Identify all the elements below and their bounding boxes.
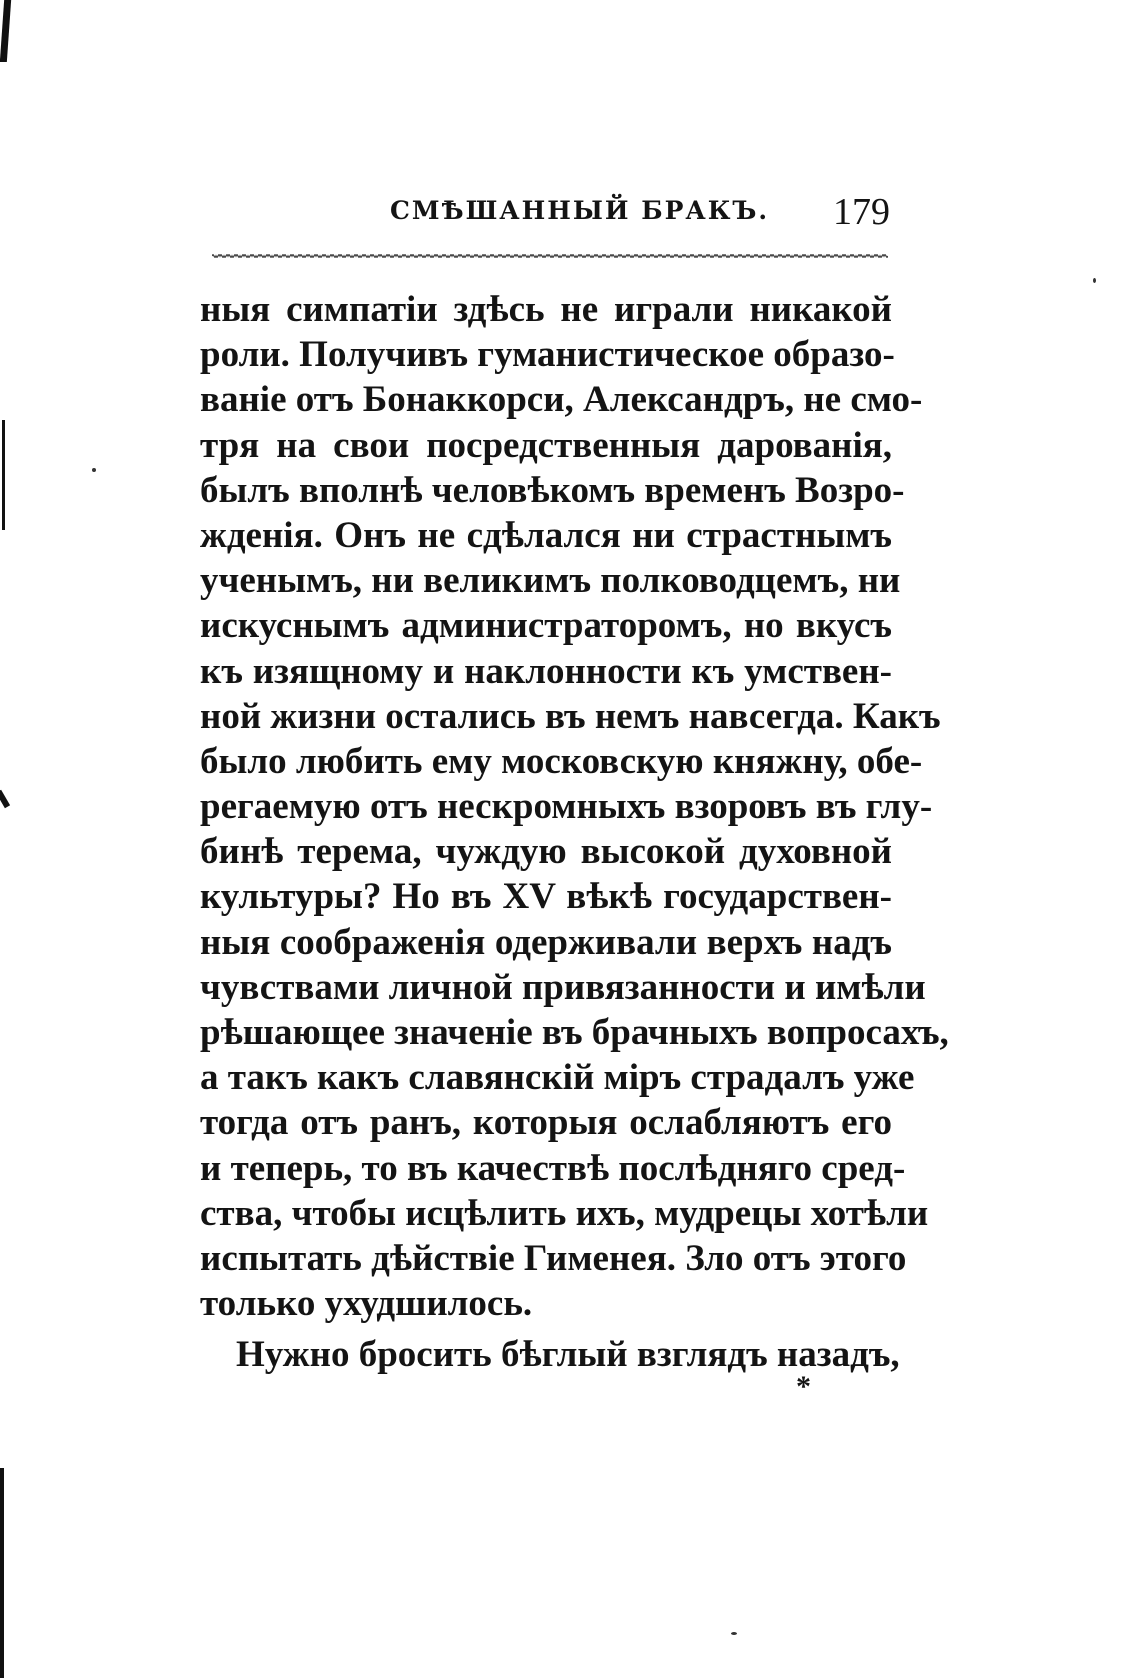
body-text: [200, 287, 949, 1378]
text-line: и теперь, то въ качествѣ послѣдняго сред-: [200, 1147, 906, 1189]
text-line: бинѣ терема, чуждую высокой духовной: [200, 831, 892, 873]
scan-edge-mark: [0, 1468, 4, 1678]
running-header: [200, 191, 890, 236]
scan-edge-mark: [0, 790, 10, 809]
scan-edge-mark: [0, 0, 11, 62]
text-line: къ изящному и наклонности къ умствен-: [200, 650, 892, 692]
text-line: ваніе отъ Бонаккорси, Александръ, не смо-: [200, 379, 923, 421]
text-line: былъ вполнѣ человѣкомъ временъ Возро-: [200, 469, 905, 511]
scan-speck: [1093, 278, 1096, 283]
text-line: культуры? Но въ XV вѣкѣ государствен-: [200, 876, 892, 918]
text-line: тря на свои посредственныя дарованія,: [200, 424, 892, 466]
text-line: регаемую отъ нескромныхъ взоровъ въ глу-: [200, 786, 933, 828]
text-line: ныя симпатіи здѣсь не играли никакой: [200, 289, 892, 330]
text-line: было любить ему московскую княжну, обе-: [200, 740, 923, 782]
text-line: испытать дѣйствіе Гименея. Зло отъ этого: [200, 1237, 907, 1279]
scan-speck: [731, 1632, 737, 1635]
text-line: тогда отъ ранъ, которыя ослабляютъ его: [200, 1102, 892, 1144]
paragraph-end-line: только ухудшилось.: [200, 1283, 533, 1325]
text-line: ной жизни остались въ немъ навсегда. Какъ: [200, 695, 941, 737]
text-line: искуснымъ администраторомъ, но вкусъ: [200, 605, 892, 647]
running-title: СМѢШАННЫЙ БРАКЪ.: [390, 196, 770, 225]
text-line: ныя соображенія одерживали верхъ надъ: [200, 921, 892, 963]
scan-speck: [92, 468, 96, 472]
scan-edge-mark: [2, 420, 5, 530]
text-line: чувствами личной привязанности и имѣли: [200, 966, 926, 1008]
text-line: жденія. Онъ не сдѣлался ни страстнымъ: [200, 514, 892, 556]
text-line: ства, чтобы исцѣлить ихъ, мудрецы хотѣли: [200, 1192, 929, 1234]
header-rule: [212, 253, 888, 259]
signature-mark: *: [796, 1370, 811, 1403]
text-line: а такъ какъ славянскій міръ страдалъ уже: [200, 1057, 915, 1099]
text-line: роли. Получивъ гуманистическое образо-: [200, 334, 895, 376]
page-number: 179: [833, 191, 890, 233]
text-line: ученымъ, ни великимъ полководцемъ, ни: [200, 560, 901, 602]
text-line: рѣшающее значеніе въ брачныхъ вопросахъ,: [200, 1012, 949, 1053]
paragraph-start-line: Нужно бросить бѣглый взглядъ назадъ,: [236, 1334, 900, 1376]
